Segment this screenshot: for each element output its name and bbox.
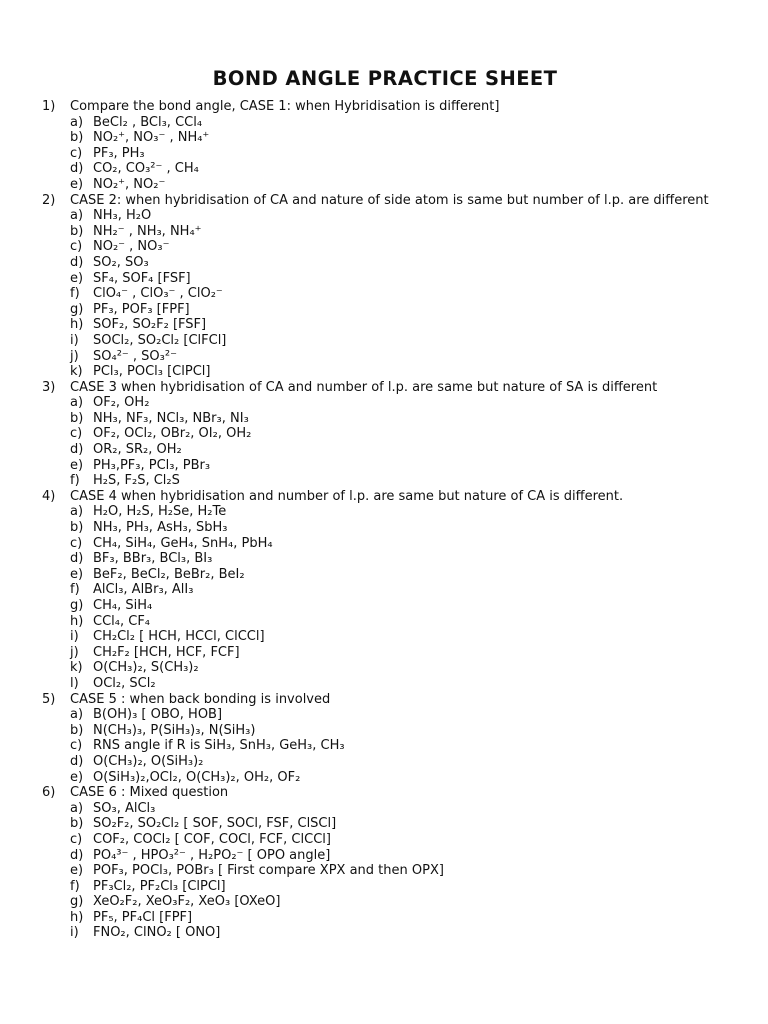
item-letter: e) — [70, 457, 84, 473]
item-text: RNS angle if R is SiH₃, SnH₃, GeH₃, CH₃ — [93, 738, 345, 754]
item-text: CO₂, CO₃²⁻ , CH₄ — [93, 161, 199, 177]
item-text: SOF₂, SO₂F₂ [FSF] — [93, 317, 207, 333]
item-text: NH₃, NF₃, NCl₃, NBr₃, NI₃ — [93, 410, 249, 426]
list-item — [42, 224, 728, 240]
item-text: PO₄³⁻ , HPO₃²⁻ , H₂PO₂⁻ [ OPO angle] — [93, 847, 331, 863]
section-number: 3) — [42, 379, 56, 395]
item-text: O(SiH₃)₂,OCl₂, O(CH₃)₂, OH₂, OF₂ — [93, 769, 301, 785]
item-letter: g) — [70, 598, 84, 613]
list-item — [42, 894, 728, 910]
list-item — [42, 879, 728, 895]
list-item — [42, 598, 728, 614]
item-letter: f) — [70, 286, 80, 302]
list-item — [42, 567, 728, 583]
item-letter: i) — [70, 925, 79, 941]
item-letter: c) — [70, 239, 83, 255]
item-text: NO₂⁺, NO₃⁻ , NH₄⁺ — [93, 130, 210, 146]
item-letter: f) — [70, 473, 80, 489]
item-letter: e) — [70, 863, 84, 879]
item-letter: c) — [70, 831, 83, 847]
list-item — [42, 349, 728, 365]
list-item — [42, 426, 728, 442]
item-letter: c) — [70, 535, 83, 551]
item-letter: a) — [70, 504, 84, 520]
list-item — [42, 738, 728, 754]
item-letter: b) — [70, 722, 84, 738]
list-item — [42, 582, 728, 598]
item-text: OF₂, OCl₂, OBr₂, OI₂, OH₂ — [93, 426, 252, 442]
item-text: PF₃Cl₂, PF₂Cl₃ [ClPCl] — [93, 878, 226, 894]
item-text: CCl₄, CF₄ — [93, 613, 151, 629]
item-letter: d) — [70, 442, 84, 458]
list-item — [42, 239, 728, 255]
section-number: 6) — [42, 785, 56, 801]
list-item — [42, 770, 728, 786]
list-item — [42, 520, 728, 536]
item-text: BeF₂, BeCl₂, BeBr₂, BeI₂ — [93, 566, 245, 582]
list-item — [42, 395, 728, 411]
list-item — [42, 302, 728, 318]
list-item — [42, 364, 728, 380]
section-heading: CASE 4 when hybridisation and number of l.p. are same but nature of CA is different. — [70, 488, 624, 504]
item-text: BF₃, BBr₃, BCl₃, BI₃ — [93, 551, 213, 567]
list-item — [42, 255, 728, 271]
list-item — [42, 442, 728, 458]
item-letter: b) — [70, 520, 84, 536]
list-item — [42, 863, 728, 879]
item-letter: a) — [70, 114, 84, 130]
section-heading-row — [42, 193, 728, 209]
question-section — [42, 692, 728, 786]
list-item — [42, 473, 728, 489]
item-letter: e) — [70, 270, 84, 286]
item-letter: d) — [70, 161, 84, 177]
section-heading: CASE 5 : when back bonding is involved — [70, 691, 331, 707]
item-letter: e) — [70, 769, 84, 785]
item-letter: g) — [70, 894, 84, 910]
item-text: B(OH)₃ [ OBO, HOB] — [93, 707, 223, 723]
question-section — [42, 489, 728, 692]
item-letter: h) — [70, 613, 84, 629]
list-item — [42, 411, 728, 427]
item-letter: a) — [70, 800, 84, 816]
section-number: 1) — [42, 99, 56, 114]
list-item — [42, 146, 728, 162]
item-text: COF₂, COCl₂ [ COF, COCl, FCF, ClCCl] — [93, 831, 331, 847]
item-text: NO₂⁺, NO₂⁻ — [93, 176, 166, 192]
list-item — [42, 707, 728, 723]
question-list — [42, 99, 728, 941]
item-text: H₂O, H₂S, H₂Se, H₂Te — [93, 504, 227, 520]
section-heading: CASE 2: when hybridisation of CA and nature of side atom is same but number of l.p. are different — [70, 192, 709, 208]
list-item — [42, 536, 728, 552]
item-text: PH₃,PF₃, PCl₃, PBr₃ — [93, 457, 211, 473]
item-letter: l) — [70, 675, 79, 691]
list-item — [42, 629, 728, 645]
item-text: FNO₂, ClNO₂ [ ONO] — [93, 925, 221, 941]
item-letter: c) — [70, 145, 83, 161]
section-number: 2) — [42, 192, 56, 208]
list-item — [42, 660, 728, 676]
item-letter: g) — [70, 301, 84, 317]
item-text: SF₄, SOF₄ [FSF] — [93, 270, 191, 286]
item-letter: a) — [70, 395, 84, 411]
item-letter: d) — [70, 551, 84, 567]
item-text: OCl₂, SCl₂ — [93, 675, 156, 691]
section-heading-row — [42, 99, 728, 115]
list-item — [42, 832, 728, 848]
item-text: NH₃, H₂O — [93, 208, 152, 224]
item-text: OR₂, SR₂, OH₂ — [93, 442, 182, 458]
list-item — [42, 317, 728, 333]
item-text: SO₂F₂, SO₂Cl₂ [ SOF, SOCl, FSF, ClSCl] — [93, 816, 337, 832]
item-letter: c) — [70, 738, 83, 754]
item-letter: k) — [70, 364, 83, 380]
list-item — [42, 161, 728, 177]
item-letter: j) — [70, 348, 79, 364]
item-text: CH₂Cl₂ [ HCH, HCCl, ClCCl] — [93, 629, 265, 645]
item-text: NH₃, PH₃, AsH₃, SbH₃ — [93, 520, 228, 536]
item-text: BeCl₂ , BCl₃, CCl₄ — [93, 114, 203, 130]
list-item — [42, 333, 728, 349]
question-section — [42, 193, 728, 380]
item-letter: d) — [70, 847, 84, 863]
list-item — [42, 458, 728, 474]
item-text: O(CH₃)₂, O(SiH₃)₂ — [93, 753, 204, 769]
list-item — [42, 645, 728, 661]
item-letter: i) — [70, 629, 79, 645]
list-item — [42, 286, 728, 302]
item-text: SO₂, SO₃ — [93, 254, 149, 270]
section-heading: CASE 3 when hybridisation of CA and number of l.p. are same but nature of SA is different — [70, 379, 658, 395]
item-letter: d) — [70, 254, 84, 270]
item-text: CH₄, SiH₄ — [93, 598, 153, 613]
item-letter: c) — [70, 426, 83, 442]
item-text: OF₂, OH₂ — [93, 395, 150, 411]
section-number: 5) — [42, 691, 56, 707]
item-letter: e) — [70, 176, 84, 192]
item-text: H₂S, F₂S, Cl₂S — [93, 473, 180, 489]
list-item — [42, 816, 728, 832]
item-text: ClO₄⁻ , ClO₃⁻ , ClO₂⁻ — [93, 286, 223, 302]
item-letter: h) — [70, 909, 84, 925]
section-heading-row — [42, 692, 728, 708]
list-item — [42, 208, 728, 224]
item-letter: b) — [70, 223, 84, 239]
section-heading-row — [42, 380, 728, 396]
section-heading: CASE 6 : Mixed question — [70, 785, 229, 801]
question-section — [42, 785, 728, 941]
list-item — [42, 130, 728, 146]
item-letter: b) — [70, 816, 84, 832]
item-text: O(CH₃)₂, S(CH₃)₂ — [93, 660, 199, 676]
list-item — [42, 551, 728, 567]
section-heading: Compare the bond angle, CASE 1: when Hybridisation is different] — [70, 99, 500, 114]
list-item — [42, 801, 728, 817]
list-item — [42, 271, 728, 287]
item-letter: i) — [70, 332, 79, 348]
item-text: POF₃, POCl₃, POBr₃ [ First compare XPX and then OPX] — [93, 863, 444, 879]
item-letter: k) — [70, 660, 83, 676]
list-item — [42, 614, 728, 630]
list-item — [42, 848, 728, 864]
list-item — [42, 910, 728, 926]
item-text: CH₂F₂ [HCH, HCF, FCF] — [93, 644, 240, 660]
list-item — [42, 676, 728, 692]
item-text: SO₄²⁻ , SO₃²⁻ — [93, 348, 177, 364]
list-item — [42, 723, 728, 739]
list-item — [42, 754, 728, 770]
section-heading-row — [42, 785, 728, 801]
item-text: PF₃, PH₃ — [93, 145, 145, 161]
item-letter: b) — [70, 410, 84, 426]
list-item — [42, 115, 728, 131]
item-letter: a) — [70, 208, 84, 224]
item-letter: f) — [70, 878, 80, 894]
question-section — [42, 99, 728, 193]
item-text: PCl₃, POCl₃ [ClPCl] — [93, 364, 211, 380]
list-item — [42, 177, 728, 193]
item-text: NO₂⁻ , NO₃⁻ — [93, 239, 170, 255]
section-number: 4) — [42, 488, 56, 504]
question-section — [42, 380, 728, 489]
list-item — [42, 504, 728, 520]
list-item — [42, 925, 728, 941]
item-text: XeO₂F₂, XeO₃F₂, XeO₃ [OXeO] — [93, 894, 281, 910]
item-letter: d) — [70, 753, 84, 769]
item-text: NH₂⁻ , NH₃, NH₄⁺ — [93, 223, 202, 239]
item-text: PF₅, PF₄Cl [FPF] — [93, 909, 193, 925]
item-text: PF₃, POF₃ [FPF] — [93, 301, 190, 317]
item-letter: b) — [70, 130, 84, 146]
item-text: AlCl₃, AlBr₃, AlI₃ — [93, 582, 194, 598]
item-text: SOCl₂, SO₂Cl₂ [ClFCl] — [93, 332, 227, 348]
item-text: SO₃, AlCl₃ — [93, 800, 156, 816]
item-letter: h) — [70, 317, 84, 333]
item-letter: f) — [70, 582, 80, 598]
section-heading-row — [42, 489, 728, 505]
item-text: N(CH₃)₃, P(SiH₃)₃, N(SiH₃) — [93, 722, 256, 738]
page-title: BOND ANGLE PRACTICE SHEET — [212, 67, 558, 90]
item-letter: j) — [70, 644, 79, 660]
item-letter: e) — [70, 566, 84, 582]
item-letter: a) — [70, 707, 84, 723]
item-text: CH₄, SiH₄, GeH₄, SnH₄, PbH₄ — [93, 535, 273, 551]
